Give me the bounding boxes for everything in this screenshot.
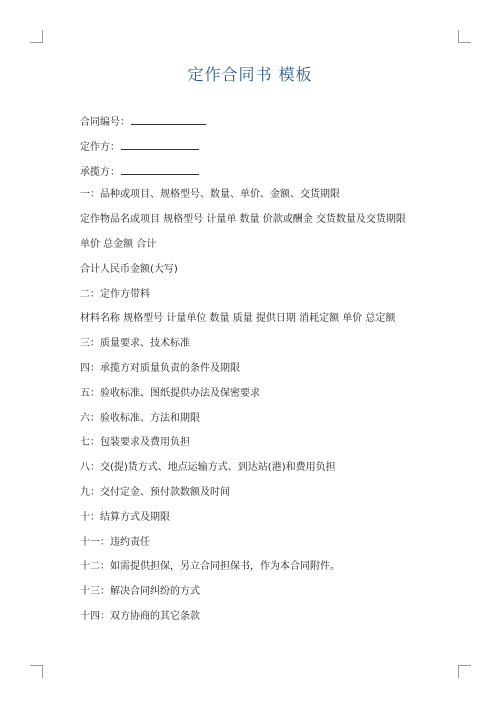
- clause-line: 四：承揽方对质量负责的条件及期限: [80, 362, 240, 374]
- orderer-blank[interactable]: [121, 139, 199, 150]
- clause-line: 一：品种或项目、规格型号、数量、单价、金额、交货期限: [80, 189, 340, 201]
- contractor-field: [80, 164, 425, 189]
- clause-line: 合计人民币金额(大写): [80, 263, 178, 275]
- clause-line: 十四：双方协商的其它条款: [80, 610, 200, 622]
- field-label: 合同编号：: [80, 117, 130, 128]
- contract-number-field: [80, 114, 425, 139]
- page-corner-bottom-left: [30, 665, 43, 678]
- clause-line: 材料名称 规格型号 计量单位 数量 质量 提供日期 消耗定额 单价 总定额: [80, 313, 396, 325]
- clause-line: 十：结算方式及期限: [80, 511, 170, 523]
- contract-number-blank[interactable]: [131, 114, 206, 125]
- page-corner-top-right: [458, 30, 471, 43]
- contractor-blank[interactable]: [121, 164, 199, 175]
- page-corner-bottom-right: [458, 665, 471, 678]
- clause-line: 六：验收标准、方法和期限: [80, 412, 200, 424]
- clause-line: 九：交付定金、预付款数额及时间: [80, 486, 230, 498]
- document-title: 定作合同书 模板: [187, 65, 313, 84]
- field-label: 定作方：: [80, 141, 120, 153]
- page-corner-top-left: [30, 30, 43, 43]
- document-body: [80, 114, 425, 635]
- clause-line: 单价 总金额 合计: [80, 238, 157, 250]
- clause-line: 五：验收标准、图纸提供办法及保密要求: [80, 387, 260, 399]
- clause-line: 八：交(提)货方式、地点运输方式、到达站(港)和费用负担: [80, 462, 336, 474]
- orderer-field: [80, 139, 425, 164]
- clause-line: 十三：解决合同纠纷的方式: [80, 586, 200, 598]
- clause-line: 十一：违约责任: [80, 536, 150, 548]
- clause-line: 定作物品名或项目 规格型号 计量单 数量 价款或酬金 交货数量及交货期限: [80, 214, 406, 226]
- clause-line: 十二：如需提供担保，另立合同担保书，作为本合同附件。: [80, 561, 340, 573]
- clause-line: 七：包装要求及费用负担: [80, 437, 190, 449]
- field-label: 承揽方：: [80, 166, 120, 178]
- clause-line: 二：定作方带料: [80, 288, 150, 300]
- clause-line: 三：质量要求、技术标准: [80, 338, 190, 350]
